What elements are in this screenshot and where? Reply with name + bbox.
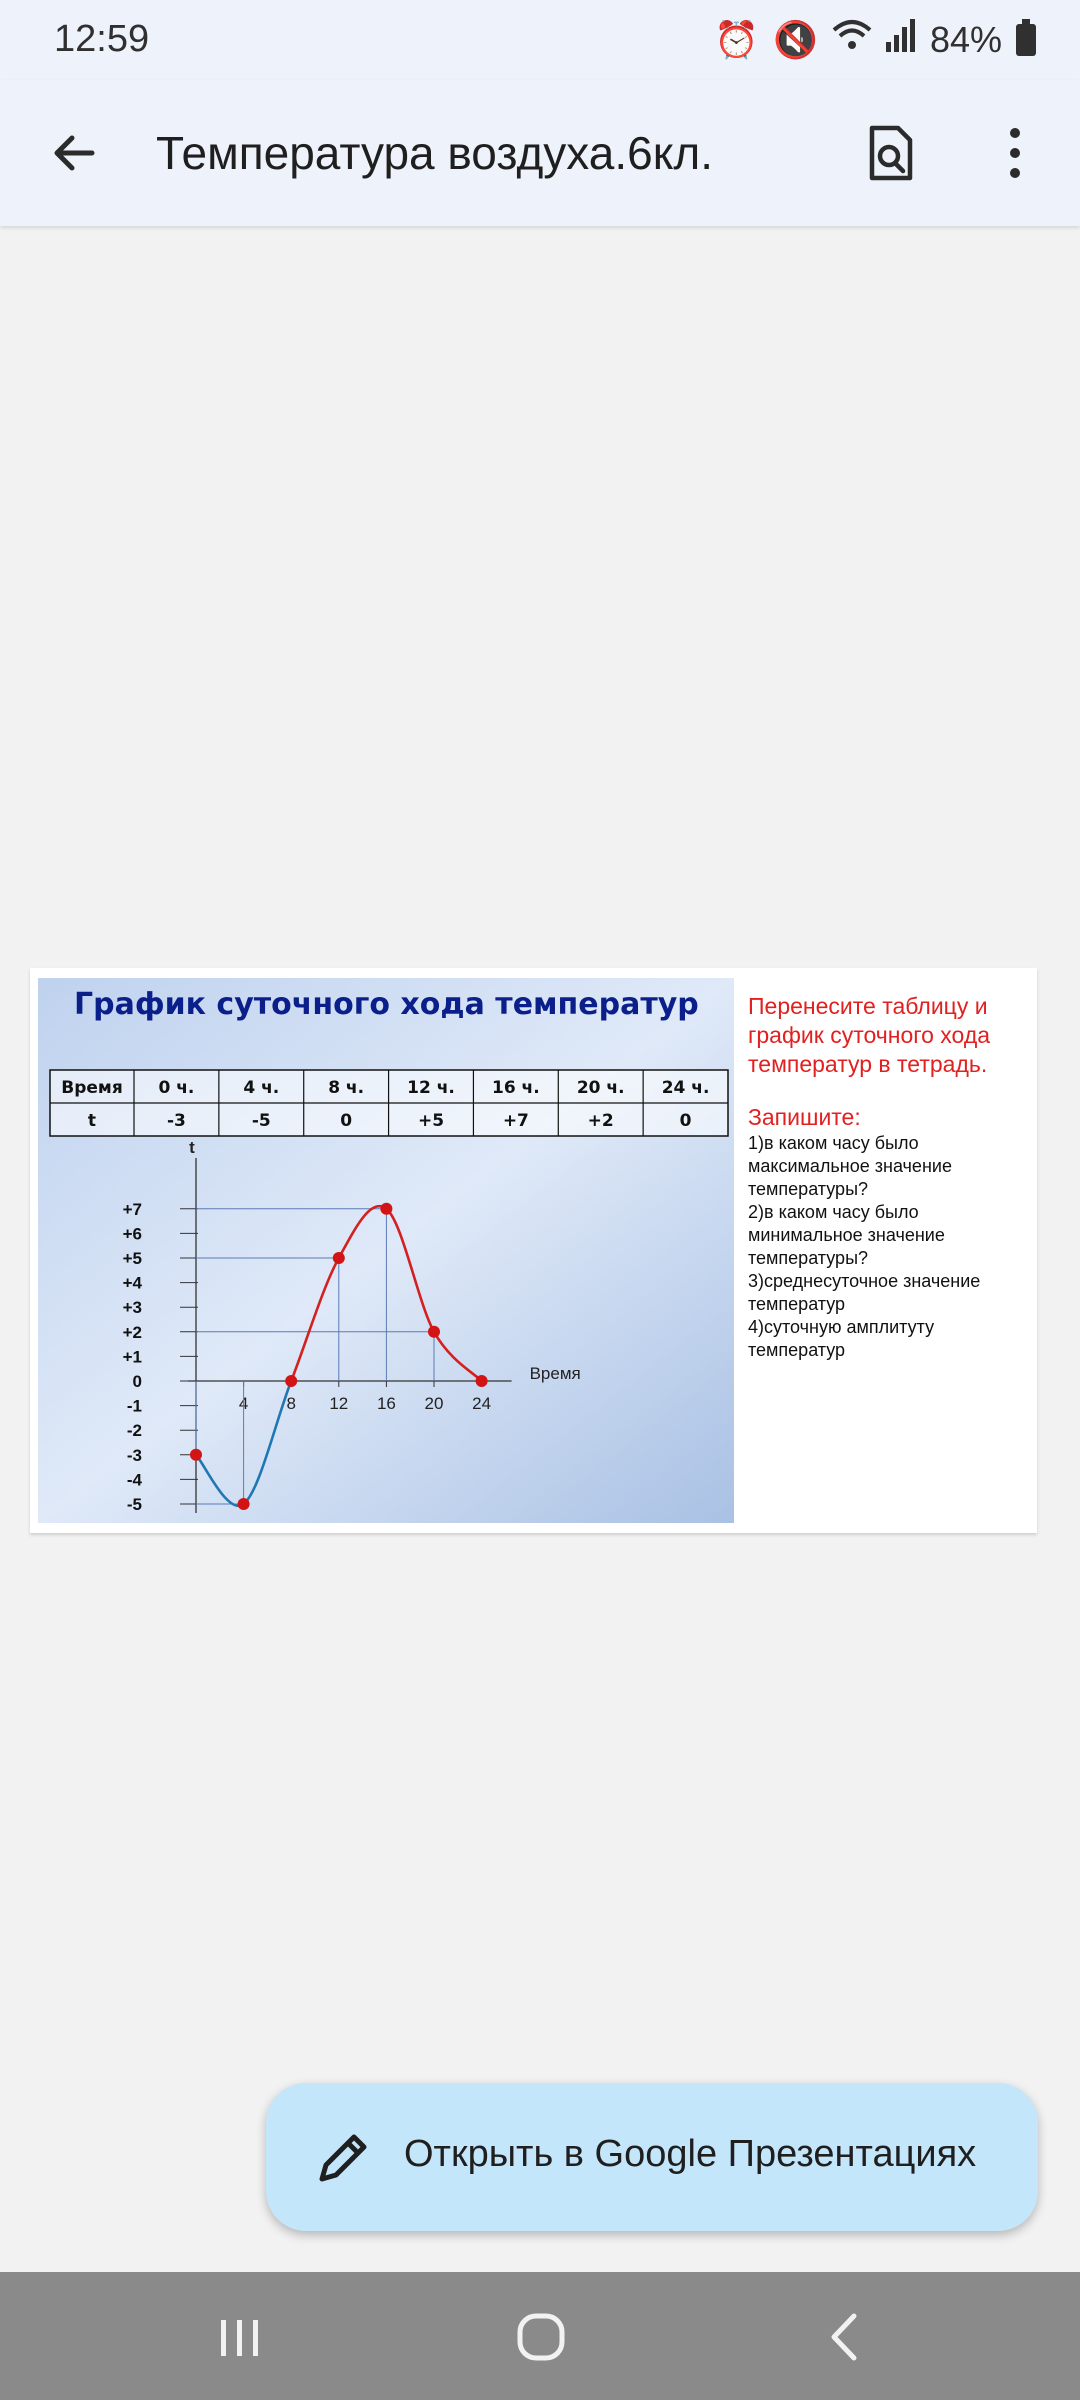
task-line: температур [748, 1340, 846, 1360]
more-vert-icon [985, 118, 1045, 188]
system-back-button[interactable] [810, 2302, 880, 2372]
pencil-icon [312, 2125, 376, 2189]
table-time-cell: 16 ч. [491, 1078, 540, 1098]
back-button[interactable] [40, 118, 110, 188]
instruction-line: температур в тетрадь. [748, 1051, 988, 1077]
x-tick-label: 12 [329, 1394, 349, 1413]
slide-heading: График суточного хода температур [74, 987, 699, 1022]
y-tick-label: -5 [126, 1495, 142, 1514]
data-point [428, 1326, 440, 1338]
task-list [748, 1132, 1028, 1362]
y-tick-label: -4 [126, 1470, 142, 1490]
x-tick-label: 20 [424, 1394, 444, 1413]
page-title: Температура воздуха.6кл. [156, 127, 713, 179]
tasks-heading: Запишите: [748, 1104, 861, 1130]
x-tick-label: 8 [286, 1394, 296, 1413]
x-tick-label: 24 [472, 1394, 492, 1413]
y-tick-label: -2 [126, 1421, 142, 1441]
table-header-label: Время [61, 1078, 123, 1098]
y-tick-label: +4 [122, 1273, 142, 1293]
x-tick-label: 4 [238, 1394, 249, 1413]
task-line: 2)в каком часу было [748, 1202, 919, 1222]
task-line: температуры? [748, 1179, 869, 1199]
temperature-table [50, 1070, 728, 1136]
system-nav-bar [0, 2272, 1080, 2400]
task-line: температуры? [748, 1248, 869, 1268]
y-tick-label: -3 [126, 1445, 142, 1465]
more-options-button[interactable] [985, 118, 1045, 188]
table-temp-cell: 0 [340, 1111, 353, 1131]
task-line: минимальное значение [748, 1225, 945, 1245]
signal-icon [886, 18, 916, 61]
task-line: 1)в каком часу было [748, 1133, 919, 1153]
table-temp-cell: -5 [251, 1111, 271, 1131]
status-icons [714, 18, 1036, 61]
document-search-icon [856, 118, 926, 188]
task-line: максимальное значение [748, 1156, 952, 1176]
data-point [190, 1449, 202, 1461]
x-axis-label: Время [529, 1364, 581, 1383]
instruction-text [748, 992, 1028, 1079]
wifi-icon [832, 18, 872, 61]
back-chevron-icon [810, 2302, 880, 2372]
table-row-label: t [87, 1111, 97, 1131]
arrow-back-icon [40, 118, 110, 188]
y-axis-label: t [189, 1138, 195, 1157]
table-temp-cell: +2 [587, 1111, 614, 1131]
slide-preview[interactable] [30, 968, 1037, 1533]
data-point [380, 1203, 392, 1215]
y-tick-label: +2 [122, 1322, 142, 1342]
table-temp-cell: +7 [502, 1111, 529, 1131]
table-time-cell: 24 ч. [661, 1078, 710, 1098]
y-tick-label: -1 [126, 1396, 142, 1416]
y-tick-label: +5 [122, 1249, 142, 1268]
data-point [476, 1375, 488, 1387]
recent-apps-button[interactable] [205, 2302, 275, 2372]
task-line: 3)среднесуточное значение [748, 1271, 981, 1291]
find-in-document-button[interactable] [856, 118, 926, 188]
data-point [285, 1375, 297, 1387]
table-time-cell: 12 ч. [407, 1078, 455, 1098]
status-time: 12:59 [54, 18, 150, 60]
data-point [333, 1252, 345, 1264]
alarm-icon: ⏰ [714, 18, 760, 60]
data-point [238, 1498, 250, 1510]
table-time-cell: 20 ч. [576, 1078, 625, 1098]
slide-instructions [748, 992, 1028, 1362]
x-tick-label: 16 [376, 1394, 396, 1413]
open-in-slides-button[interactable] [266, 2083, 1038, 2231]
table-temp-cell: +5 [417, 1111, 445, 1131]
open-in-slides-label: Открыть в Google Презентациях [404, 2133, 977, 2175]
table-time-cell: 0 ч. [158, 1078, 195, 1098]
recents-icon [205, 2302, 275, 2372]
y-tick-label: +3 [122, 1298, 142, 1318]
y-tick-label: 0 [132, 1372, 142, 1391]
task-line: 4)суточную амплитуту [748, 1317, 935, 1337]
table-temp-cell: 0 [679, 1111, 692, 1131]
instruction-line: Перенесите таблицу и [748, 993, 988, 1019]
battery-icon [1016, 24, 1036, 56]
battery-percent: 84% [929, 18, 1002, 60]
home-icon [506, 2302, 576, 2372]
home-button[interactable] [506, 2302, 576, 2372]
y-tick-label: +1 [122, 1347, 142, 1367]
table-time-cell: 4 ч. [243, 1078, 280, 1098]
y-tick-label: +7 [122, 1199, 142, 1219]
table-time-cell: 8 ч. [328, 1078, 365, 1098]
task-line: температур [748, 1294, 846, 1314]
mute-icon: 🔇 [773, 18, 818, 60]
slide-graphic [38, 978, 734, 1523]
y-tick-label: +6 [122, 1224, 142, 1244]
status-bar [0, 0, 1080, 80]
instruction-line: график суточного хода [748, 1022, 991, 1048]
app-bar [0, 80, 1080, 226]
table-temp-cell: -3 [166, 1111, 186, 1131]
